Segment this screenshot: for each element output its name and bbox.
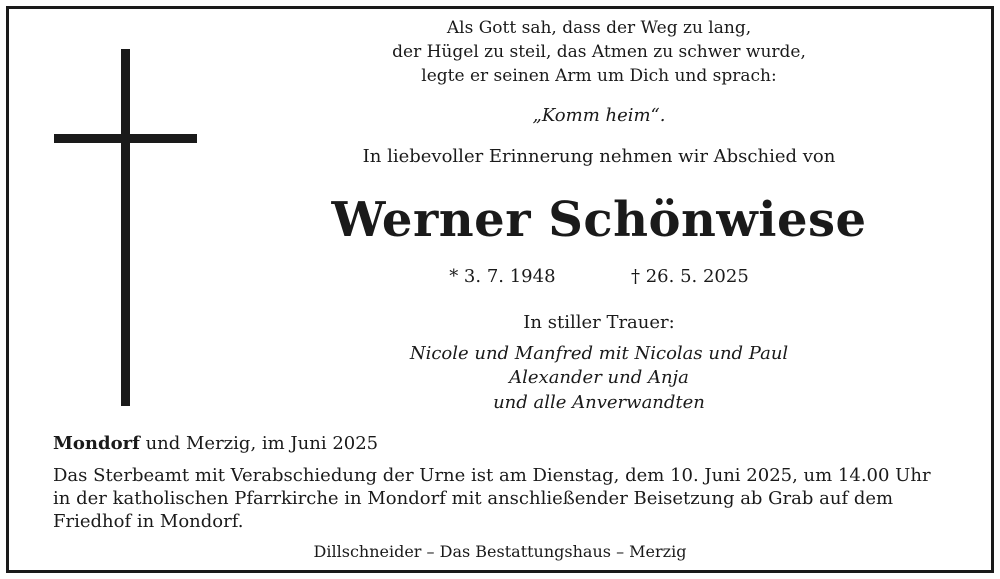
service-line-3: Friedhof in Mondorf. xyxy=(53,511,244,532)
quote: „Komm heim“. xyxy=(532,105,666,126)
service-line-2: in der katholischen Pfarrkirche in Mondorf mit anschließender Beisetzung ab Grab auf dem xyxy=(53,488,894,509)
death-date: † 26. 5. 2025 xyxy=(631,266,749,287)
obituary-card xyxy=(6,6,994,573)
place-date xyxy=(53,433,378,454)
poem-line-2: der Hügel zu steil, das Atmen zu schwer wurde, xyxy=(392,42,806,62)
mourning-heading: In stiller Trauer: xyxy=(523,312,675,333)
cross-icon xyxy=(121,49,130,406)
dates xyxy=(199,266,999,287)
poem-line-1: Als Gott sah, dass der Weg zu lang, xyxy=(446,18,752,38)
funeral-home-footer: Dillschneider – Das Bestattungshaus – Merzig xyxy=(313,542,687,561)
center-block xyxy=(199,9,999,429)
mourner-line-3: und alle Anverwandten xyxy=(493,392,705,413)
place-bold: Mondorf xyxy=(53,433,140,454)
cross-icon-bar xyxy=(54,134,197,143)
poem-line-3: legte er seinen Arm um Dich und sprach: xyxy=(421,66,777,86)
mourner-line-2: Alexander und Anja xyxy=(509,367,689,388)
place-rest: und Merzig, im Juni 2025 xyxy=(139,433,379,454)
intro-text: In liebevoller Erinnerung nehmen wir Abschied von xyxy=(362,146,836,167)
deceased-name: Werner Schönwiese xyxy=(331,192,867,248)
mourner-line-1: Nicole und Manfred mit Nicolas und Paul xyxy=(409,343,789,364)
birth-date: * 3. 7. 1948 xyxy=(449,266,556,287)
service-line-1: Das Sterbeamt mit Verabschiedung der Urne ist am Dienstag, dem 10. Juni 2025, um 14.00 Uhr xyxy=(53,465,931,486)
